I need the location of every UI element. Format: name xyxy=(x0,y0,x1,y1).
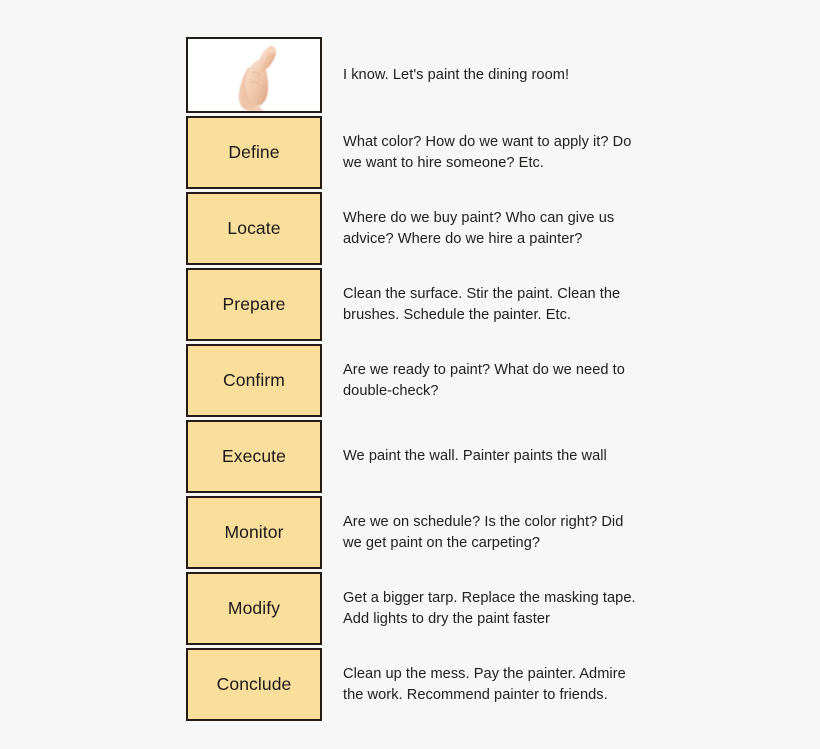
step-description-cell xyxy=(322,116,786,189)
step-label-cell xyxy=(186,116,322,189)
step-description-cell xyxy=(322,572,786,645)
step-label-cell xyxy=(186,420,322,493)
step-description: Clean the surface. Stir the paint. Clean the brushes. Schedule the painter. Etc. xyxy=(343,285,621,323)
step-description: Are we on schedule? Is the color right? Did we get paint on the carpeting? xyxy=(343,513,624,551)
step-description-cell xyxy=(322,268,786,341)
table-row xyxy=(186,572,786,645)
step-label: Execute xyxy=(222,445,286,466)
step-description: Get a bigger tarp. Replace the masking tape. Add lights to dry the paint faster xyxy=(343,589,636,627)
step-label: Conclude xyxy=(216,673,292,694)
step-label: Prepare xyxy=(222,293,286,314)
step-description-cell xyxy=(322,496,786,569)
step-label-cell xyxy=(186,344,322,417)
step-label-cell xyxy=(186,572,322,645)
step-label-cell xyxy=(186,192,322,265)
hand-gesture-icon xyxy=(188,39,320,111)
step-description: We paint the wall. Painter paints the wall xyxy=(343,448,607,465)
table-row xyxy=(186,268,786,341)
step-description: Are we ready to paint? What do we need to double-check? xyxy=(343,361,625,399)
step-description: Where do we buy paint? Who can give us advice? Where do we hire a painter? xyxy=(343,209,615,247)
table-row xyxy=(186,192,786,265)
process-rows-list xyxy=(186,37,786,724)
step-description-cell xyxy=(322,420,786,493)
step-label: Modify xyxy=(227,597,281,618)
step-label-cell xyxy=(186,496,322,569)
table-row xyxy=(186,37,786,113)
table-row xyxy=(186,344,786,417)
step-label: Locate xyxy=(227,217,281,238)
hand-gesture-photo-cell xyxy=(186,37,322,113)
step-description-cell xyxy=(322,344,786,417)
step-description-cell xyxy=(322,648,786,721)
table-row xyxy=(186,496,786,569)
step-label: Define xyxy=(228,141,280,162)
step-description: I know. Let's paint the dining room! xyxy=(343,66,570,83)
step-description: What color? How do we want to apply it? Do we want to hire someone? Etc. xyxy=(343,133,632,171)
step-label: Confirm xyxy=(223,369,285,390)
table-row xyxy=(186,648,786,721)
step-description: Clean up the mess. Pay the painter. Admire the work. Recommend painter to friends. xyxy=(343,665,626,703)
table-row xyxy=(186,420,786,493)
table-row xyxy=(186,116,786,189)
step-description-cell xyxy=(322,192,786,265)
step-label: Monitor xyxy=(224,521,284,542)
step-label-cell xyxy=(186,648,322,721)
step-label-cell xyxy=(186,268,322,341)
step-description-cell xyxy=(322,37,786,113)
